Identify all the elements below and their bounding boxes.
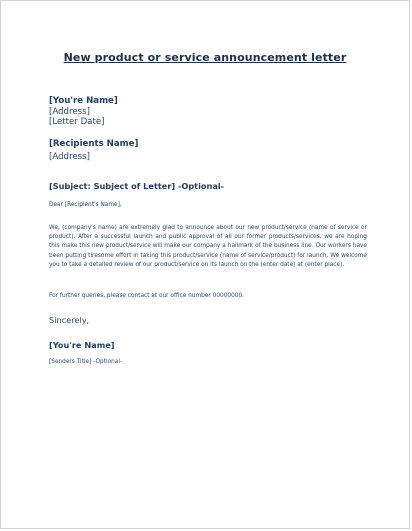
salutation: Dear [Recipient's Name], [49,202,122,208]
sender-block [49,96,118,128]
recipient-address: [Address] [49,151,90,162]
closing: Sincerely, [49,315,90,325]
document-title: New product or service announcement letter [63,51,347,64]
contact-line: For further queries, please contact at our office number 00000000. [49,293,244,299]
signature-title: [Senders Title] -Optional- [49,359,123,365]
signature-name: [You're Name] [49,340,115,350]
sender-name: [You're Name] [49,96,118,106]
sender-address: [Address] [49,106,90,117]
body-paragraph: We, (company's name) are extremely glad to announce about our new product/service (name of service or product). After a successful launch and public approval of all our former products/services, we are hoping this make this new product/service will make our company a hallmark of the business line. Our workers have been putting tiresome effort in taking this product/service (name of service/product) for launch. We welcome you to take a detailed review of our product/service on its launch on the (enter date) at (enter place). [49,225,367,268]
subject-line: [Subject: Subject of Letter] -Optional- [49,181,225,191]
letter-date: [Letter Date] [49,117,105,128]
recipient-name: [Recipients Name] [49,139,139,149]
recipient-block [49,139,138,162]
